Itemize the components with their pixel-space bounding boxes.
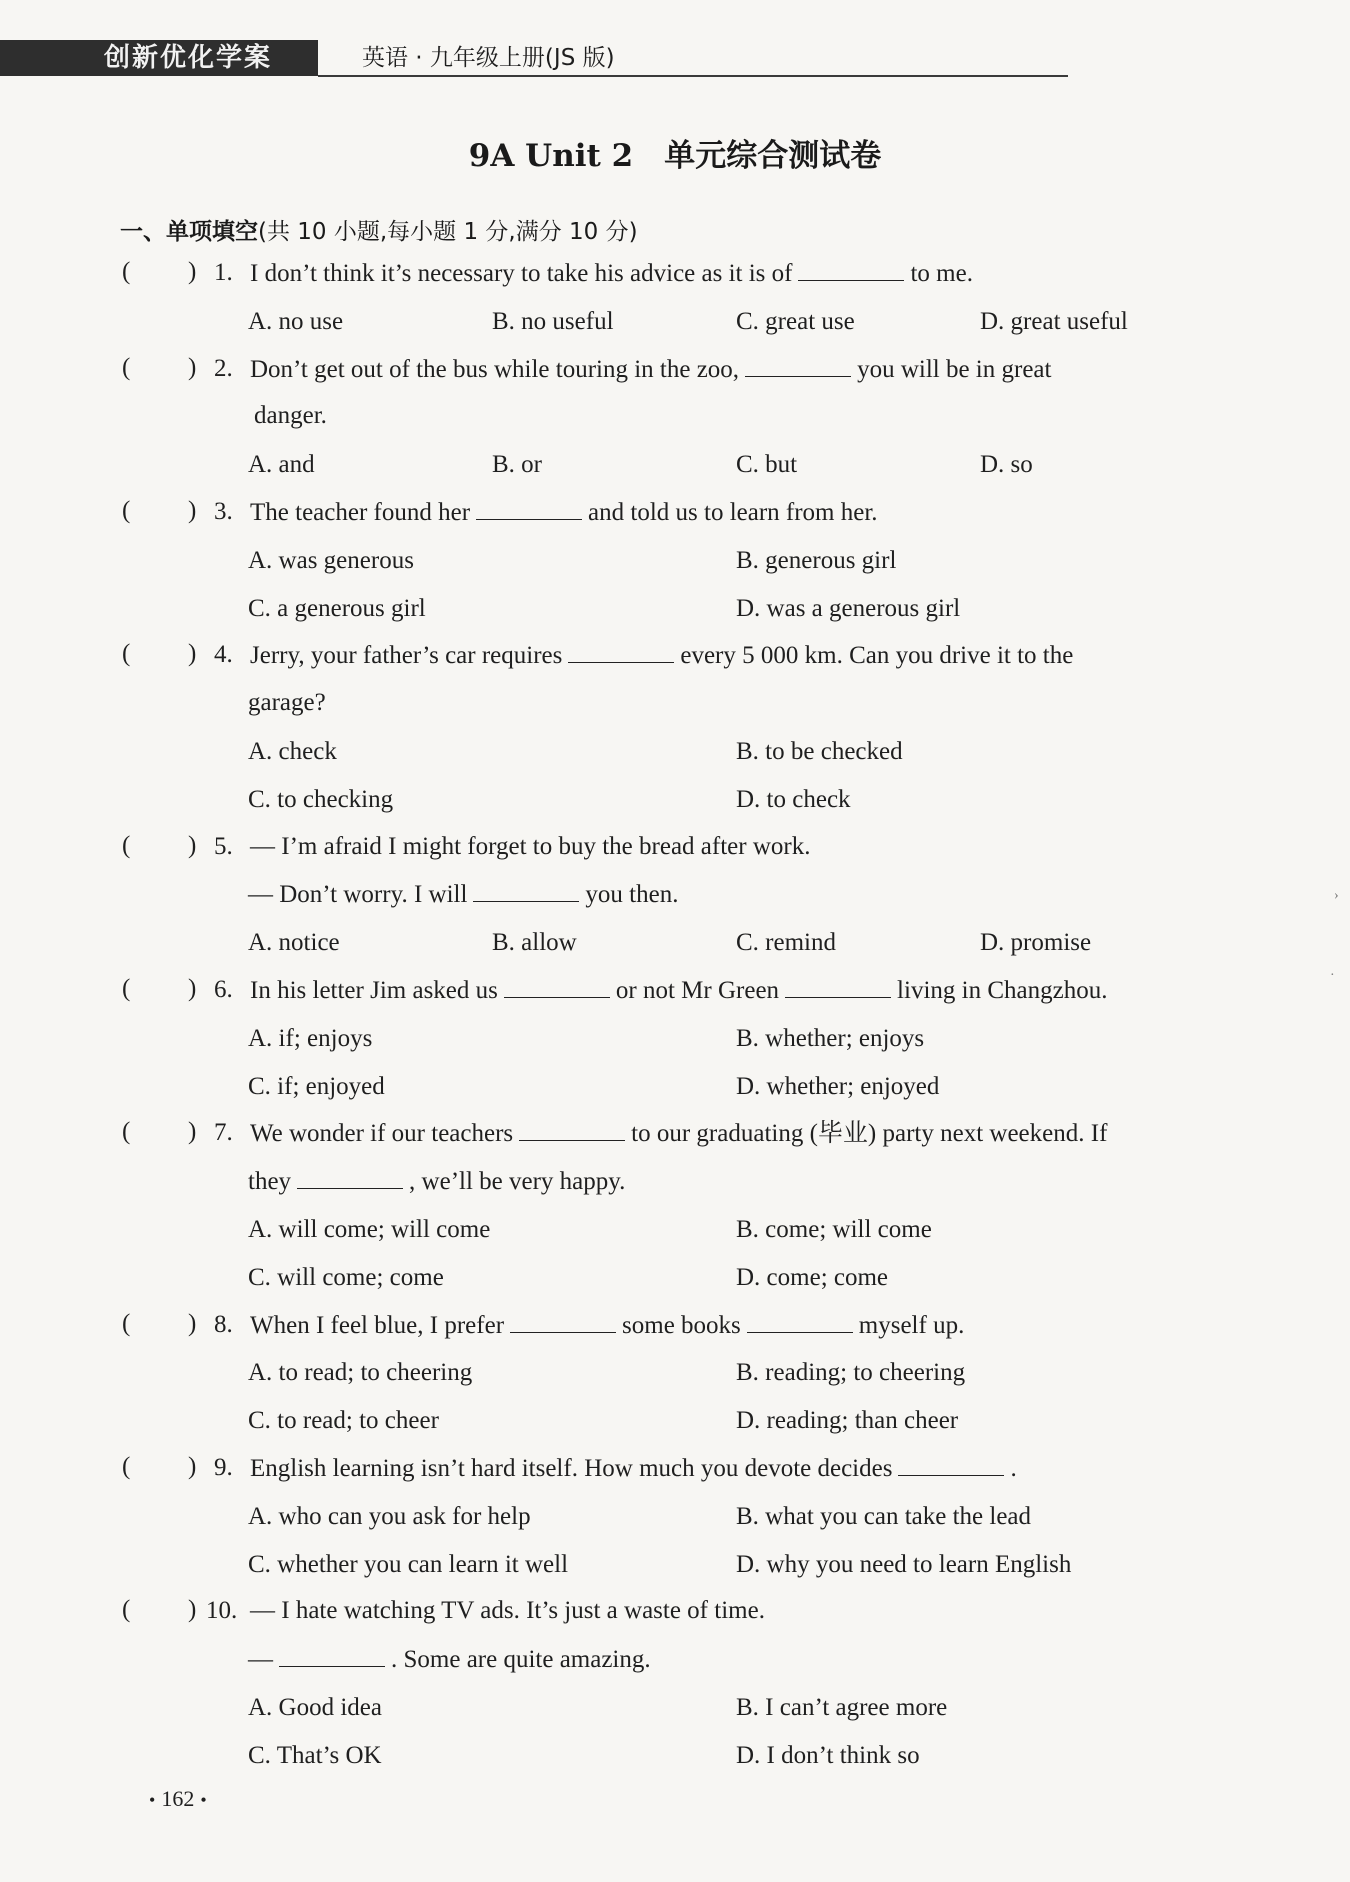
stem-text: myself up. [858, 1311, 965, 1339]
answer-blank[interactable] [476, 497, 582, 520]
header-band [0, 40, 1350, 80]
option-d[interactable]: D. so [980, 451, 1033, 479]
option-d[interactable]: D. come; come [736, 1263, 889, 1291]
stem-text: some books [622, 1311, 741, 1339]
answer-bracket[interactable] [122, 831, 197, 860]
stem-text: you then. [585, 881, 679, 909]
option-b[interactable]: B. no useful [492, 307, 614, 335]
answer-blank[interactable] [785, 975, 891, 998]
page-title: 9A Unit 2 单元综合测试卷 [468, 138, 882, 174]
answer-blank[interactable] [745, 354, 851, 377]
option-d[interactable]: D. reading; than cheer [736, 1407, 959, 1435]
option-a[interactable]: A. if; enjoys [248, 1024, 373, 1052]
section-title: 一、单项填空 [120, 219, 258, 245]
stem-text: and told us to learn from her. [588, 499, 878, 526]
stem-text: you will be in great [857, 355, 1052, 383]
stem-text: — Don’t worry. I will [248, 881, 468, 909]
option-d[interactable]: D. I don’t think so [736, 1741, 920, 1769]
page-number-dot-right: • [200, 1790, 207, 1810]
stem-text: every 5 000 km. Can you drive it to the [680, 642, 1074, 670]
stem-text: English learning isn’t hard itself. How much you devote decides [250, 1455, 893, 1482]
question-number: 3. [214, 498, 233, 525]
bracket-close: ) [188, 1118, 197, 1146]
option-c[interactable]: C. whether you can learn it well [248, 1550, 569, 1578]
bracket-close: ) [188, 497, 197, 524]
bracket-close: ) [188, 1453, 197, 1480]
bracket-open: ( [122, 831, 131, 859]
stem-text: . Some are quite amazing. [391, 1646, 651, 1674]
bracket-close: ) [188, 1309, 197, 1337]
question-number: 10. [206, 1597, 238, 1625]
bracket-close: ) [188, 353, 197, 381]
option-d[interactable]: D. promise [980, 929, 1092, 957]
question-stem-line [250, 1118, 1107, 1149]
page-number-value: 162 [161, 1786, 195, 1811]
answer-bracket[interactable] [122, 1118, 197, 1146]
header-divider [318, 75, 1068, 77]
option-a[interactable]: A. was generous [248, 546, 414, 574]
stem-text: — I’m afraid I might forget to buy the bread after work. [250, 832, 811, 860]
question-stem-line [248, 1644, 651, 1675]
question-stem-line [250, 354, 1051, 385]
option-b[interactable]: B. what you can take the lead [736, 1502, 1032, 1530]
question-stem-line [250, 258, 973, 289]
option-b[interactable]: B. allow [492, 929, 577, 957]
bracket-open: ( [122, 1309, 131, 1337]
answer-blank[interactable] [898, 1453, 1004, 1476]
option-a[interactable]: A. and [248, 451, 315, 479]
section-heading [120, 213, 638, 246]
bracket-close: ) [188, 640, 197, 668]
question-number: 4. [214, 641, 233, 669]
question-stem-line [250, 1453, 1017, 1484]
option-c[interactable]: C. great use [736, 307, 855, 335]
answer-bracket[interactable] [122, 1596, 197, 1624]
stem-text: When I feel blue, I prefer [250, 1311, 505, 1339]
question-stem-line [250, 1596, 765, 1626]
option-a[interactable]: A. will come; will come [248, 1216, 491, 1243]
bracket-open: ( [122, 1453, 131, 1480]
option-a[interactable]: A. no use [248, 307, 344, 335]
question-stem-line [248, 688, 326, 718]
stem-text: . [1010, 1455, 1017, 1482]
brand-logo [0, 40, 318, 76]
stem-text: or not Mr Green [615, 977, 780, 1004]
page-number [143, 1786, 213, 1812]
bracket-open: ( [122, 353, 131, 381]
question-number: 9. [214, 1454, 233, 1481]
bracket-open: ( [122, 1118, 131, 1146]
bracket-open: ( [122, 640, 131, 668]
question-stem-line [250, 497, 878, 528]
option-d[interactable]: D. great useful [980, 307, 1128, 335]
question-number: 1. [214, 259, 233, 286]
answer-bracket[interactable] [122, 497, 197, 525]
question-stem-line [250, 640, 1073, 671]
option-d[interactable]: D. why you need to learn English [736, 1550, 1072, 1578]
answer-blank[interactable] [297, 1166, 403, 1189]
bracket-close: ) [188, 258, 197, 285]
stem-text: danger. [254, 402, 327, 430]
option-c[interactable]: C. to checking [248, 785, 394, 813]
bracket-open: ( [122, 975, 131, 1002]
option-d[interactable]: D. whether; enjoyed [736, 1072, 940, 1100]
answer-blank[interactable] [279, 1644, 385, 1667]
answer-blank[interactable] [568, 640, 674, 663]
option-b[interactable]: B. I can’t agree more [736, 1694, 948, 1721]
option-b[interactable]: B. come; will come [736, 1216, 932, 1243]
page-number-dot-left: • [149, 1790, 156, 1810]
stem-text: they [248, 1168, 292, 1196]
question-number: 6. [214, 976, 233, 1003]
option-c[interactable]: C. if; enjoyed [248, 1072, 385, 1100]
stem-text: I don’t think it’s necessary to take his advice as it is of [250, 260, 793, 287]
option-d[interactable]: D. was a generous girl [736, 594, 961, 622]
question-stem-line [250, 832, 810, 862]
stem-text: — I hate watching TV ads. It’s just a waste of time. [250, 1597, 765, 1625]
bracket-open: ( [122, 1596, 131, 1624]
option-c[interactable]: C. a generous girl [248, 594, 426, 622]
option-c[interactable]: C. to read; to cheer [248, 1407, 439, 1435]
stem-text: We wonder if our teachers [250, 1120, 514, 1148]
margin-mark: › [1334, 888, 1339, 903]
stem-text: — [248, 1646, 273, 1674]
stem-text: Jerry, your father’s car requires [250, 642, 563, 670]
answer-bracket[interactable] [122, 975, 197, 1003]
option-a[interactable]: A. to read; to cheering [248, 1359, 473, 1387]
option-b[interactable]: B. reading; to cheering [736, 1359, 966, 1387]
answer-bracket[interactable] [122, 1453, 197, 1481]
bracket-close: ) [188, 975, 197, 1002]
answer-bracket[interactable] [122, 1309, 197, 1338]
answer-bracket[interactable] [122, 258, 197, 286]
option-a[interactable]: A. check [248, 738, 337, 765]
section-note: (共 10 小题,每小题 1 分,满分 10 分) [258, 219, 638, 245]
stem-text: garage? [248, 689, 326, 717]
question-stem-line [250, 975, 1107, 1006]
brand-text: 创新优化学案 [104, 43, 273, 73]
bracket-open: ( [122, 497, 131, 524]
subject-label: 英语 · 九年级上册(JS 版) [362, 45, 615, 71]
answer-blank[interactable] [510, 1310, 616, 1333]
margin-mark: · [1330, 968, 1335, 983]
answer-blank[interactable] [504, 975, 610, 998]
option-c[interactable]: C. but [736, 451, 798, 479]
option-b[interactable]: B. generous girl [736, 546, 897, 574]
question-stem-line [250, 1310, 964, 1341]
question-number: 2. [214, 354, 233, 382]
stem-text: In his letter Jim asked us [250, 977, 498, 1004]
question-number: 8. [214, 1310, 233, 1338]
question-number: 5. [214, 832, 233, 860]
answer-blank[interactable] [798, 258, 904, 281]
answer-blank[interactable] [747, 1310, 853, 1333]
answer-bracket[interactable] [122, 640, 197, 668]
option-d[interactable]: D. to check [736, 785, 851, 813]
option-c[interactable]: C. will come; come [248, 1263, 444, 1291]
stem-text: living in Changzhou. [897, 977, 1108, 1004]
answer-bracket[interactable] [122, 353, 197, 382]
question-stem-line [248, 1166, 625, 1197]
bracket-open: ( [122, 258, 131, 285]
answer-blank[interactable] [519, 1118, 625, 1141]
option-b[interactable]: B. whether; enjoys [736, 1024, 925, 1052]
option-a[interactable]: A. notice [248, 929, 340, 957]
option-b[interactable]: B. to be checked [736, 738, 903, 765]
question-stem-line [254, 401, 327, 431]
bracket-close: ) [188, 1596, 197, 1624]
option-a[interactable]: A. Good idea [248, 1694, 382, 1721]
stem-text: The teacher found her [250, 499, 471, 526]
question-stem-line [248, 879, 678, 910]
option-c[interactable]: C. That’s OK [248, 1741, 382, 1769]
option-a[interactable]: A. who can you ask for help [248, 1502, 531, 1530]
stem-text: , we’ll be very happy. [409, 1168, 626, 1196]
option-c[interactable]: C. remind [736, 929, 836, 957]
stem-text: to our graduating (毕业) party next weekend. If [631, 1120, 1108, 1148]
stem-text: to me. [910, 260, 973, 287]
option-b[interactable]: B. or [492, 451, 542, 479]
bracket-close: ) [188, 831, 197, 859]
stem-text: Don’t get out of the bus while touring in the zoo, [250, 355, 740, 383]
question-number: 7. [214, 1119, 233, 1147]
answer-blank[interactable] [473, 879, 579, 902]
